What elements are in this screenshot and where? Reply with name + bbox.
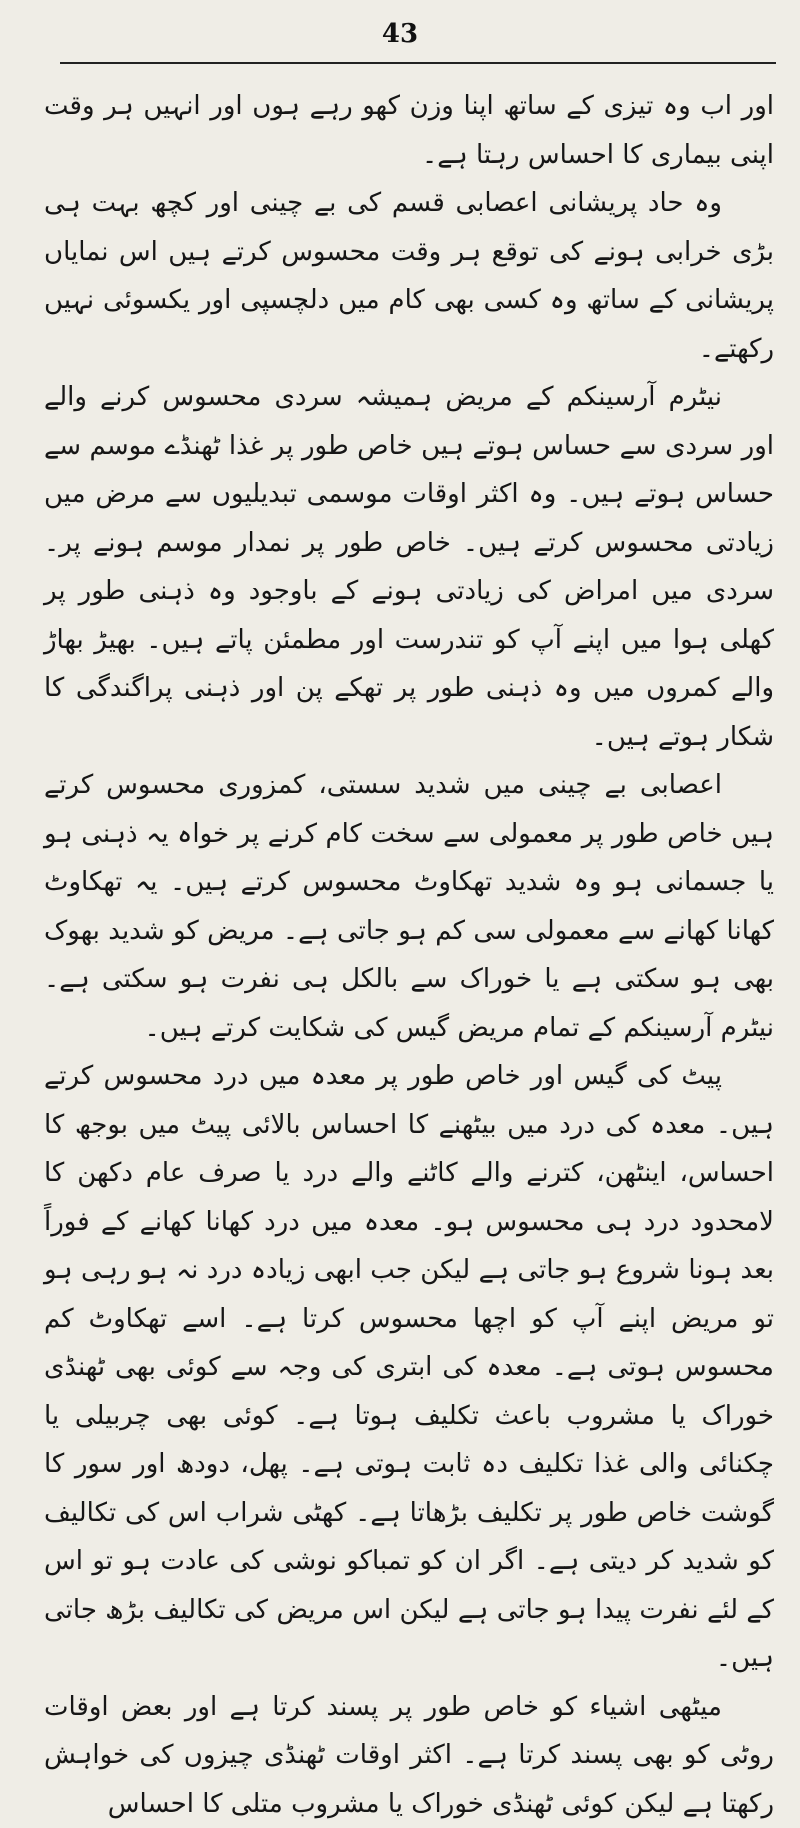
header-rule — [60, 62, 776, 64]
paragraph: میٹھی اشیاء کو خاص طور پر پسند کرتا ہے اور بعض اوقات روٹی کو بھی پسند کرتا ہے۔ اکثر اوقات ٹھنڈی چیزوں کی خواہش رکھتا ہے لیکن کوئی ٹھنڈی خوراک یا مشروب متلی کا احساس — [44, 1683, 774, 1828]
paragraph: نیٹرم آرسینکم کے مریض ہمیشہ سردی محسوس کرنے والے اور سردی سے حساس ہوتے ہیں خاص طور پر غذا ٹھنڈے موسم سے حساس ہوتے ہیں۔ وہ اکثر اوقات موسمی تبدیلیوں سے مرض میں زیادتی محسوس کرتے ہیں۔ خاص طور پر نمدار موسم ہونے پر۔ سردی میں امراض کی زیادتی ہونے کے باوجود وہ ذہنی طور پر کھلی ہوا میں اپنے آپ کو تندرست اور مطمئن پاتے ہیں۔ بھیڑ بھاڑ والے کمروں میں وہ ذہنی طور پر تھکے پن اور ذہنی پراگندگی کا شکار ہوتے ہیں۔ — [44, 373, 774, 761]
body-text — [44, 82, 774, 1828]
paragraph: وہ حاد پریشانی اعصابی قسم کی بے چینی اور کچھ بہت ہی بڑی خرابی ہونے کی توقع ہر وقت محسوس کرتے ہیں اس نمایاں پریشانی کے ساتھ وہ کسی بھی کام میں دلچسپی اور یکسوئی نہیں رکھتے۔ — [44, 179, 774, 373]
page-number: 43 — [0, 18, 800, 50]
paragraph: اعصابی بے چینی میں شدید سستی، کمزوری محسوس کرتے ہیں خاص طور پر معمولی سے سخت کام کرنے پر خواہ یہ ذہنی ہو یا جسمانی ہو وہ شدید تھکاوٹ محسوس کرتے ہیں۔ یہ تھکاوٹ کھانا کھانے سے معمولی سی کم ہو جاتی ہے۔ مریض کو شدید بھوک بھی ہو سکتی ہے یا خوراک سے بالکل ہی نفرت ہو سکتی ہے۔ نیٹرم آرسینکم کے تمام مریض گیس کی شکایت کرتے ہیں۔ — [44, 761, 774, 1052]
paragraph: پیٹ کی گیس اور خاص طور پر معدہ میں درد محسوس کرتے ہیں۔ معدہ کی درد میں بیٹھنے کا احساس بالائی پیٹ میں بوجھ کا احساس، اینٹھن، کترنے والے کاٹنے والے درد یا صرف عام دکھن کا لامحدود درد ہی محسوس ہو۔ معدہ میں درد کھانا کھانے کے فوراً بعد ہونا شروع ہو جاتی ہے لیکن جب ابھی زیادہ درد نہ ہو رہی ہو تو مریض اپنے آپ کو اچھا محسوس کرتا ہے۔ اسے تھکاوٹ کم محسوس ہوتی ہے۔ معدہ کی ابتری کی وجہ سے کوئی بھی ٹھنڈی خوراک یا مشروب باعث تکلیف ہوتا ہے۔ کوئی بھی چربیلی یا چکنائی والی غذا تکلیف دہ ثابت ہوتی ہے۔ پھل، دودھ اور سور کا گوشت خاص طور پر تکلیف بڑھاتا ہے۔ کھٹی شراب اس کی تکالیف کو شدید کر دیتی ہے۔ اگر ان کو تمباکو نوشی کی عادت ہو تو اس کے لئے نفرت پیدا ہو جاتی ہے لیکن اس مریض کی تکالیف بڑھ جاتی ہیں۔ — [44, 1052, 774, 1683]
paragraph: اور اب وہ تیزی کے ساتھ اپنا وزن کھو رہے ہوں اور انہیں ہر وقت اپنی بیماری کا احساس رہتا ہے۔ — [44, 82, 774, 179]
